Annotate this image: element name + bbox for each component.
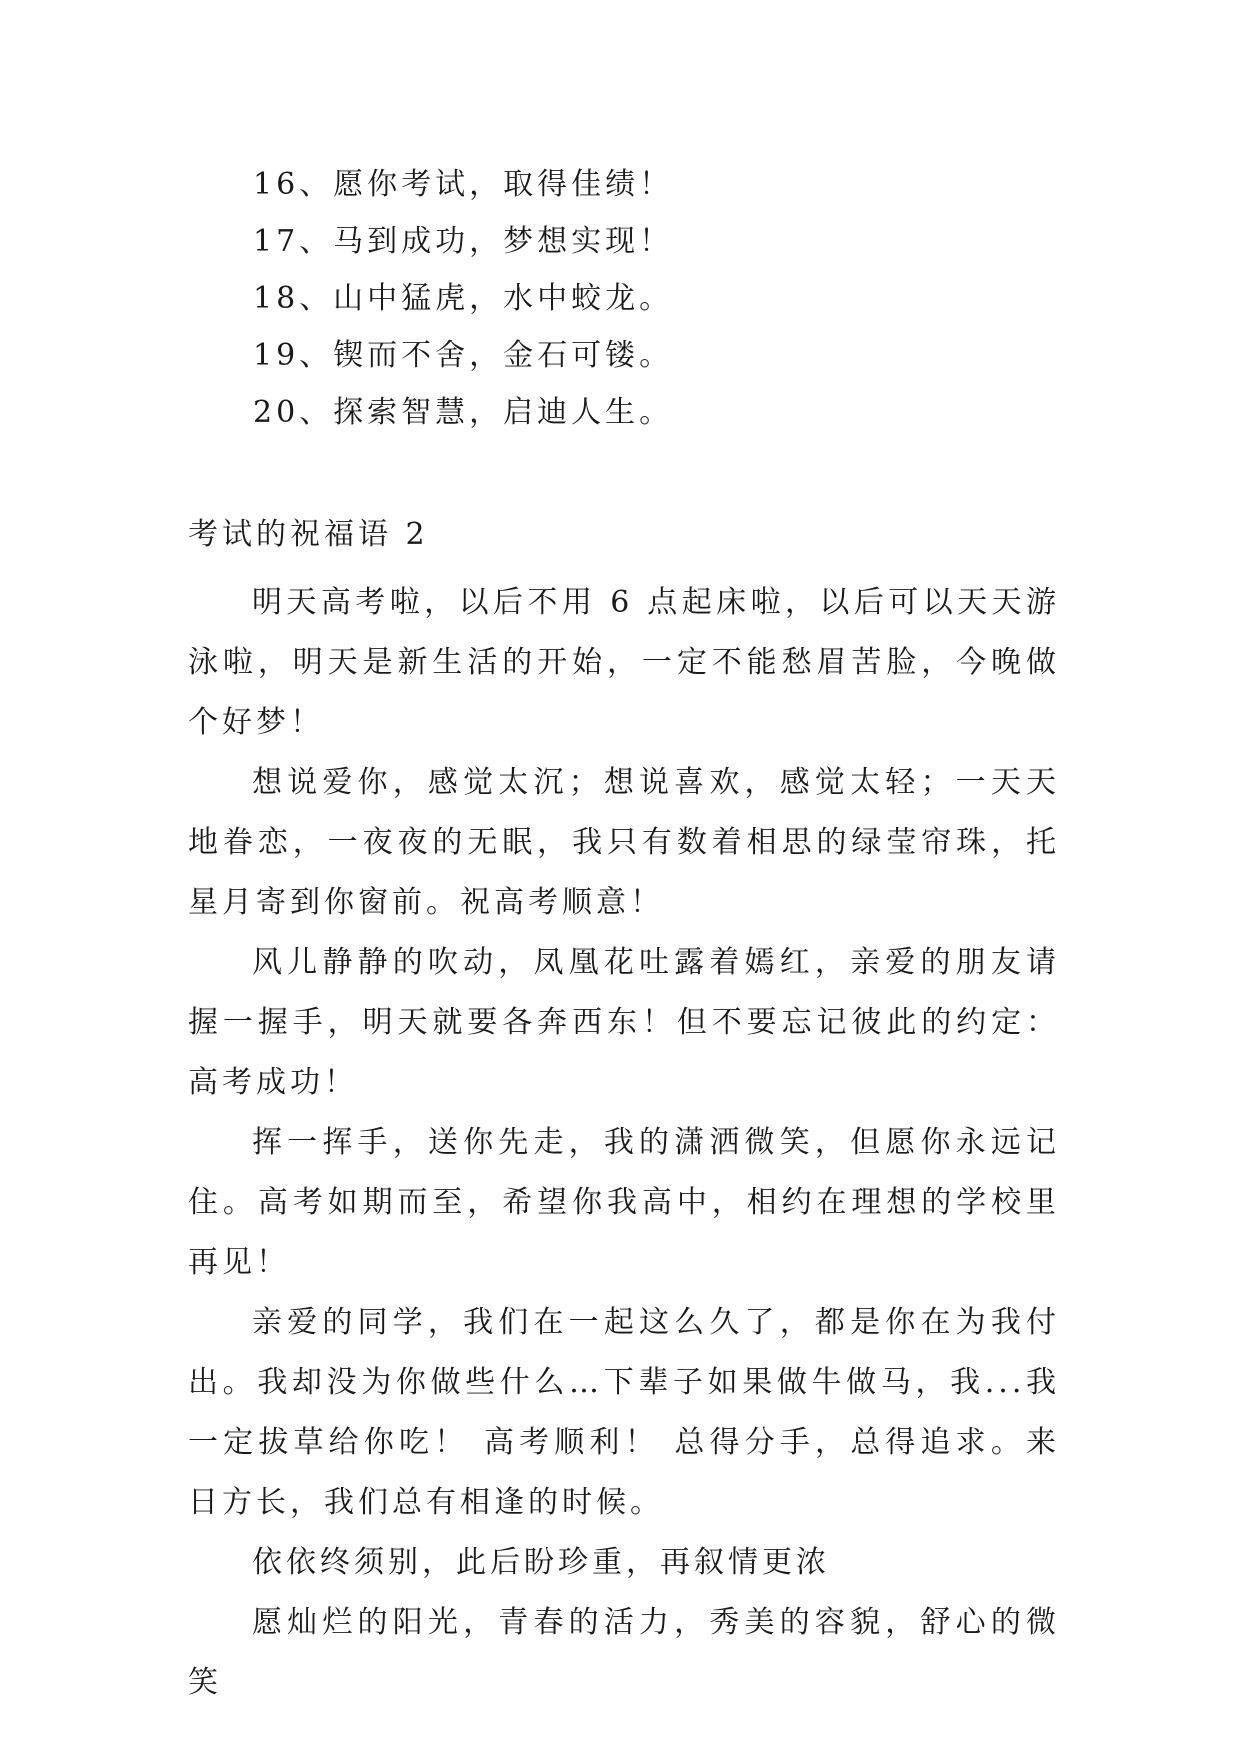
paragraph-1: 明天高考啦，以后不用 6 点起床啦，以后可以天天游泳啦，明天是新生活的开始，一定不能愁眉苦脸，今晚做个好梦！ — [188, 585, 1060, 740]
list-item-18: 18、山中猛虎，水中蛟龙。 — [253, 281, 674, 316]
paragraph-4: 挥一挥手，送你先走，我的潇洒微笑，但愿你永远记住。高考如期而至，希望你我高中，相约在理想的学校里再见！ — [188, 1125, 1060, 1280]
list-item-17: 17、马到成功，梦想实现！ — [253, 224, 674, 259]
paragraph-6: 依依终须别，此后盼珍重，再叙情更浓 — [252, 1545, 830, 1580]
paragraph-7: 愿灿烂的阳光，青春的活力，秀美的容貌，舒心的微笑 — [188, 1605, 1060, 1700]
list-item-16: 16、愿你考试，取得佳绩！ — [253, 167, 674, 202]
paragraph-2: 想说爱你，感觉太沉；想说喜欢，感觉太轻；一天天地眷恋，一夜夜的无眠，我只有数着相思的绿莹帘珠，托星月寄到你窗前。祝高考顺意！ — [188, 765, 1060, 920]
paragraph-5: 亲爱的同学，我们在一起这么久了，都是你在为我付出。我却没为你做些什么…下辈子如果做牛做马，我...我一定拔草给你吃！ 高考顺利！ 总得分手，总得追求。来日方长，我们总有相逢的时候。 — [188, 1305, 1060, 1520]
list-item-20: 20、探索智慧，启迪人生。 — [253, 395, 674, 430]
list-item-19: 19、锲而不舍，金石可镂。 — [253, 338, 674, 373]
paragraph-3: 风儿静静的吹动，凤凰花吐露着嫣红，亲爱的朋友请握一握手，明天就要各奔西东！但不要忘记彼此的约定：高考成功！ — [188, 945, 1060, 1100]
section-title: 考试的祝福语 2 — [188, 517, 429, 552]
body-text — [188, 573, 1060, 1713]
